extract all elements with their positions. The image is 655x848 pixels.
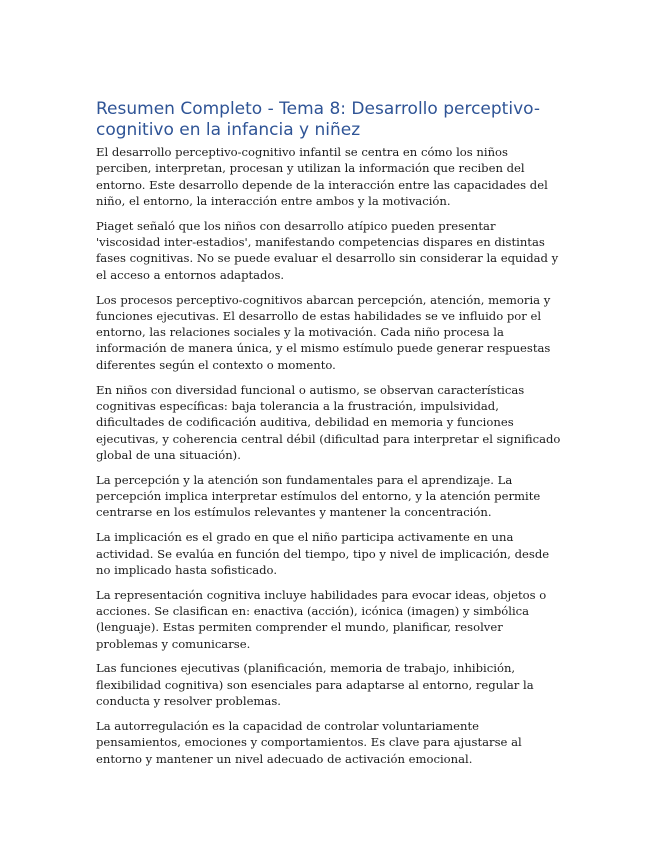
- paragraph-perception-attention: La percepción y la atención son fundamentales para el aprendizaje. La percepción implica interpretar estímulos del entorno, y la atención permite centrarse en los estímulos relevantes y mantener la concentración.: [96, 472, 541, 520]
- paragraph-intro: El desarrollo perceptivo-cognitivo infantil se centra en cómo los niños perciben, interpretan, procesan y utilizan la información que reciben del entorno. Este desarrollo depende de la interacción entre las capacidades del niño, el entorno, la interacción entre ambos y la motivación.: [96, 145, 548, 208]
- paragraph-piaget: Piaget señaló que los niños con desarrollo atípico pueden presentar 'viscosidad inter-estadios', manifestando competencias dispares en distintas fases cognitivas. No se puede evaluar el desarrollo sin considerar la equidad y el acceso a entornos adaptados.: [96, 218, 559, 282]
- paragraph-executive-functions: Las funciones ejecutivas (planificación, memoria de trabajo, inhibición, flexibilidad cognitiva) son esenciales para adaptarse al entorno, regular la conducta y resolver problemas.: [96, 661, 534, 709]
- paragraph-diversity: En niños con diversidad funcional o autismo, se observan características cognitivas específicas: baja tolerancia a la frustración, impulsividad, dificultades de codificación auditiva, debilidad en memoria y funciones ejecutivas, y coherencia central débil (dificultad para interpretar el significado global de una situación).: [96, 382, 561, 462]
- paragraph-processes: Los procesos perceptivo-cognitivos abarcan percepción, atención, memoria y funciones ejecutivas. El desarrollo de estas habilidades se ve influido por el entorno, las relaciones sociales y la motivación. Cada niño procesa la información de manera única, y el mismo estímulo puede generar respuestas diferentes según el contexto o momento.: [96, 292, 551, 372]
- paragraph-involvement: La implicación es el grado en que el niño participa activamente en una actividad. Se evalúa en función del tiempo, tipo y nivel de implicación, desde no implicado hasta sofisticado.: [96, 530, 550, 577]
- document-title: Resumen Completo - Tema 8: Desarrollo perceptivo-cognitivo en la infancia y niñez: [96, 99, 540, 140]
- paragraph-representation: La representación cognitiva incluye habilidades para evocar ideas, objetos o acciones. Se clasifican en: enactiva (acción), icónica (imagen) y simbólica (lenguaje). Estas permiten comprender el mundo, planificar, resolver problemas y comunicarse.: [96, 587, 547, 651]
- document-page: [96, 99, 562, 775]
- paragraph-self-regulation: La autorregulación es la capacidad de controlar voluntariamente pensamientos, emociones y comportamientos. Es clave para ajustarse al entorno y mantener un nivel adecuado de activación emocional.: [96, 718, 522, 766]
